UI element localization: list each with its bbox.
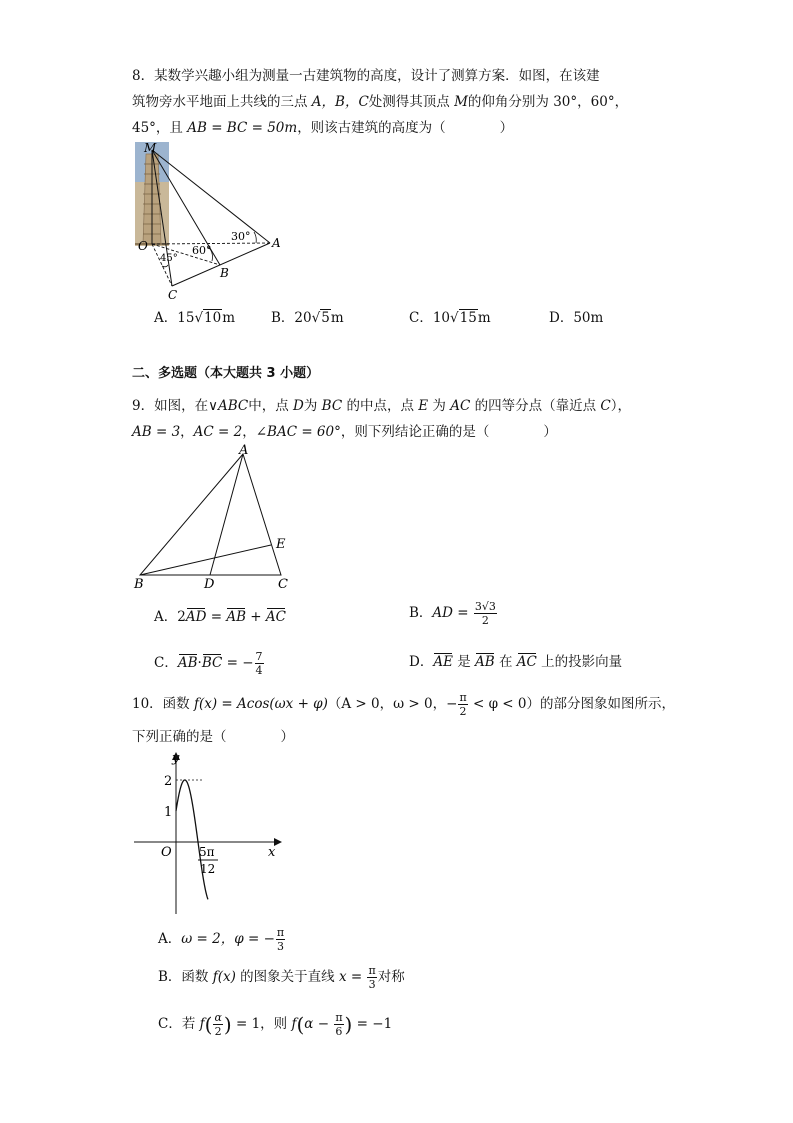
option-op: = xyxy=(206,609,227,625)
q8-text: 筑物旁水平地面上共线的三点 xyxy=(132,94,312,110)
q10-line1 xyxy=(132,690,675,718)
q8-line1: 8．某数学兴趣小组为测量一古建筑物的高度，设计了测算方案．如图，在该建 xyxy=(132,68,600,84)
option-text: 函数 xyxy=(181,969,213,985)
q8-line3 xyxy=(132,118,513,138)
q8-equation: AB = BC = 50m xyxy=(187,120,298,136)
label-c: C xyxy=(278,577,288,592)
q8-line2 xyxy=(132,92,628,112)
q9-text: 的中点，点 xyxy=(342,398,419,414)
angle-60: 60° xyxy=(192,244,212,257)
cosine-curve xyxy=(176,780,208,899)
q9-text: 的四等分点（靠近点 xyxy=(470,398,601,414)
q9-text: ）， xyxy=(610,398,631,414)
option-label: A． xyxy=(154,609,178,625)
section-title: 二、多选题（本大题共 3 小题） xyxy=(132,366,320,381)
q9-text: 为 xyxy=(303,398,322,414)
q8-text: ，则该古建筑的高度为（ ） xyxy=(297,120,514,136)
q9-triangle: ∨ABC xyxy=(208,398,249,414)
option-func: f xyxy=(291,1016,297,1032)
vector-ac: AC xyxy=(265,609,286,625)
fraction-den: 4 xyxy=(255,664,263,677)
option-label: C． xyxy=(409,310,433,326)
option-var: x = xyxy=(338,969,367,985)
option-unit: m xyxy=(477,310,491,326)
q9-text: ，则下列结论正确的是（ ） xyxy=(340,424,557,440)
fraction-den: 2 xyxy=(481,614,489,627)
option-label: B． xyxy=(158,969,182,985)
triangle-abc xyxy=(140,454,281,575)
fraction-den: 3 xyxy=(277,940,285,953)
q9-option-d[interactable] xyxy=(409,652,622,672)
vector-bc: BC xyxy=(201,655,223,671)
q8-option-c[interactable]: C．10√15m xyxy=(409,310,491,326)
q9-option-c[interactable] xyxy=(154,650,265,677)
fraction-num: π xyxy=(459,691,467,704)
label-d: D xyxy=(204,577,215,592)
option-radicand: 10 xyxy=(204,310,222,326)
q9-line2 xyxy=(132,422,557,442)
angle-45: 45° xyxy=(160,253,178,264)
option-label: B． xyxy=(271,310,295,326)
segment-be xyxy=(140,545,271,575)
option-op: = − xyxy=(222,655,254,671)
label-a: A xyxy=(239,443,249,458)
q8-option-d[interactable] xyxy=(549,308,603,328)
fraction xyxy=(458,691,467,718)
q10-text: （A > 0，ω > 0，− xyxy=(327,696,458,712)
label-e: E xyxy=(276,537,286,552)
fraction xyxy=(255,650,264,677)
q10-option-b[interactable] xyxy=(158,962,405,992)
option-op: · xyxy=(197,655,202,671)
q10-text: 10．函数 xyxy=(132,696,194,712)
q10-option-c[interactable] xyxy=(158,1008,392,1041)
option-radicand: 15 xyxy=(459,310,477,326)
option-text: 是 xyxy=(452,654,476,670)
q9-text: 中，点 xyxy=(248,398,294,414)
option-func: f(x) xyxy=(212,969,236,985)
tick-2: 2 xyxy=(164,774,173,789)
option-op: + xyxy=(246,609,266,625)
option-unit: m xyxy=(330,310,344,326)
vector-ac: AC xyxy=(516,654,537,670)
option-text: 若 xyxy=(181,1016,200,1032)
q9-point: E xyxy=(418,398,429,414)
option-unit: m xyxy=(222,310,236,326)
fraction-den: 3 xyxy=(368,978,376,991)
vector-ae: AE xyxy=(433,654,453,670)
option-label: D． xyxy=(549,310,574,326)
fraction xyxy=(213,1011,222,1038)
fraction-den: 2 xyxy=(459,705,467,718)
option-text: 的图象关于直线 xyxy=(235,969,339,985)
option-lhs: AD = xyxy=(432,605,473,621)
q10-option-a[interactable] xyxy=(158,924,286,954)
option-radicand: 5 xyxy=(321,310,330,326)
option-text: 在 xyxy=(494,654,517,670)
q9-given: AC = 2 xyxy=(193,424,243,440)
fraction-num: 7 xyxy=(255,650,263,663)
label-b: B xyxy=(220,266,229,280)
q8-text: 处测得其顶点 xyxy=(368,94,455,110)
label-o: O xyxy=(138,239,148,253)
option-label: A． xyxy=(158,931,182,947)
fraction xyxy=(334,1011,343,1038)
q9-segment: AC xyxy=(450,398,471,414)
vector-ab: AB xyxy=(177,655,198,671)
paren-close: ) xyxy=(223,1012,232,1037)
option-text: = 1，则 xyxy=(231,1016,292,1032)
option-var: α − xyxy=(304,1016,334,1032)
q9-given: ∠BAC = 60° xyxy=(255,424,341,440)
q9-text: ， xyxy=(242,424,256,440)
q9-text: 为 xyxy=(428,398,451,414)
q8-option-a[interactable]: A．15√10m xyxy=(154,310,236,326)
paren-close: ) xyxy=(344,1012,353,1037)
label-b: B xyxy=(134,577,144,592)
paren-open: ( xyxy=(296,1012,305,1037)
q9-text: 9．如图，在 xyxy=(132,398,209,414)
vector-ab: AB xyxy=(475,654,495,670)
q8-points: A，B，C xyxy=(311,94,369,110)
q10-cosine-graph xyxy=(128,748,288,918)
origin-label: O xyxy=(161,845,172,860)
q9-point: C xyxy=(600,398,611,414)
q9-point: D xyxy=(293,398,304,414)
label-m: M xyxy=(144,141,157,155)
option-value: 15 xyxy=(177,310,195,326)
q9-option-b[interactable] xyxy=(409,600,498,627)
fraction-den: 6 xyxy=(335,1025,343,1038)
q8-text: 的仰角分别为 30°，60°， xyxy=(467,94,629,110)
q9-line1 xyxy=(132,396,631,416)
q10-text: < φ < 0）的部分图象如图所示， xyxy=(468,696,676,712)
q9-option-a[interactable] xyxy=(154,607,286,627)
x-tick-num: 5π xyxy=(199,845,215,859)
option-value: 20 xyxy=(294,310,312,326)
q9-given: AB = 3 xyxy=(132,424,181,440)
x-axis-label: x xyxy=(268,845,276,860)
option-label: A． xyxy=(154,310,178,326)
segment-ad xyxy=(210,454,243,575)
q9-text: ， xyxy=(180,424,194,440)
tick-1: 1 xyxy=(164,805,173,820)
q8-point-m: M xyxy=(454,94,468,110)
option-label: C． xyxy=(158,1016,182,1032)
option-text: ω = 2，φ = − xyxy=(181,931,275,947)
paren-open: ( xyxy=(204,1012,213,1037)
label-a: A xyxy=(272,236,281,250)
fraction-num: π xyxy=(335,1011,343,1024)
q8-tower-figure xyxy=(130,140,290,310)
fraction xyxy=(367,964,376,991)
q8-text: 45°，且 xyxy=(132,120,188,136)
vector-ad: AD xyxy=(185,609,207,625)
option-label: C． xyxy=(154,655,178,671)
fraction xyxy=(276,926,285,953)
option-text: = −1 xyxy=(352,1016,393,1032)
option-label: D． xyxy=(409,654,434,670)
option-text: 对称 xyxy=(377,969,405,985)
option-func: f xyxy=(199,1016,205,1032)
q9-segment: BC xyxy=(321,398,343,414)
option-value: 10 xyxy=(432,310,451,326)
option-coef: 2 xyxy=(177,609,186,625)
x-tick-den: 12 xyxy=(200,862,216,876)
vector-ab: AB xyxy=(226,609,246,625)
fraction-num: π xyxy=(368,964,376,977)
q10-line2: 下列正确的是（ ） xyxy=(132,729,294,745)
line-ma xyxy=(152,150,270,243)
label-c: C xyxy=(168,288,178,302)
fraction-num: π xyxy=(276,926,285,939)
option-text: 上的投影向量 xyxy=(536,654,623,670)
fraction-num: 3√3 xyxy=(474,600,496,613)
q8-option-b[interactable]: B．20√5m xyxy=(271,310,344,326)
fraction-num: α xyxy=(214,1011,222,1024)
fraction xyxy=(474,600,497,627)
angle-30: 30° xyxy=(231,230,251,243)
y-axis-label: y xyxy=(172,751,180,766)
option-label: B． xyxy=(409,605,433,621)
option-value: 50m xyxy=(573,310,604,326)
q10-function: f(x) = Acos(ωx + φ) xyxy=(193,696,328,712)
q9-triangle-figure xyxy=(128,442,298,592)
fraction-den: 2 xyxy=(214,1025,222,1038)
